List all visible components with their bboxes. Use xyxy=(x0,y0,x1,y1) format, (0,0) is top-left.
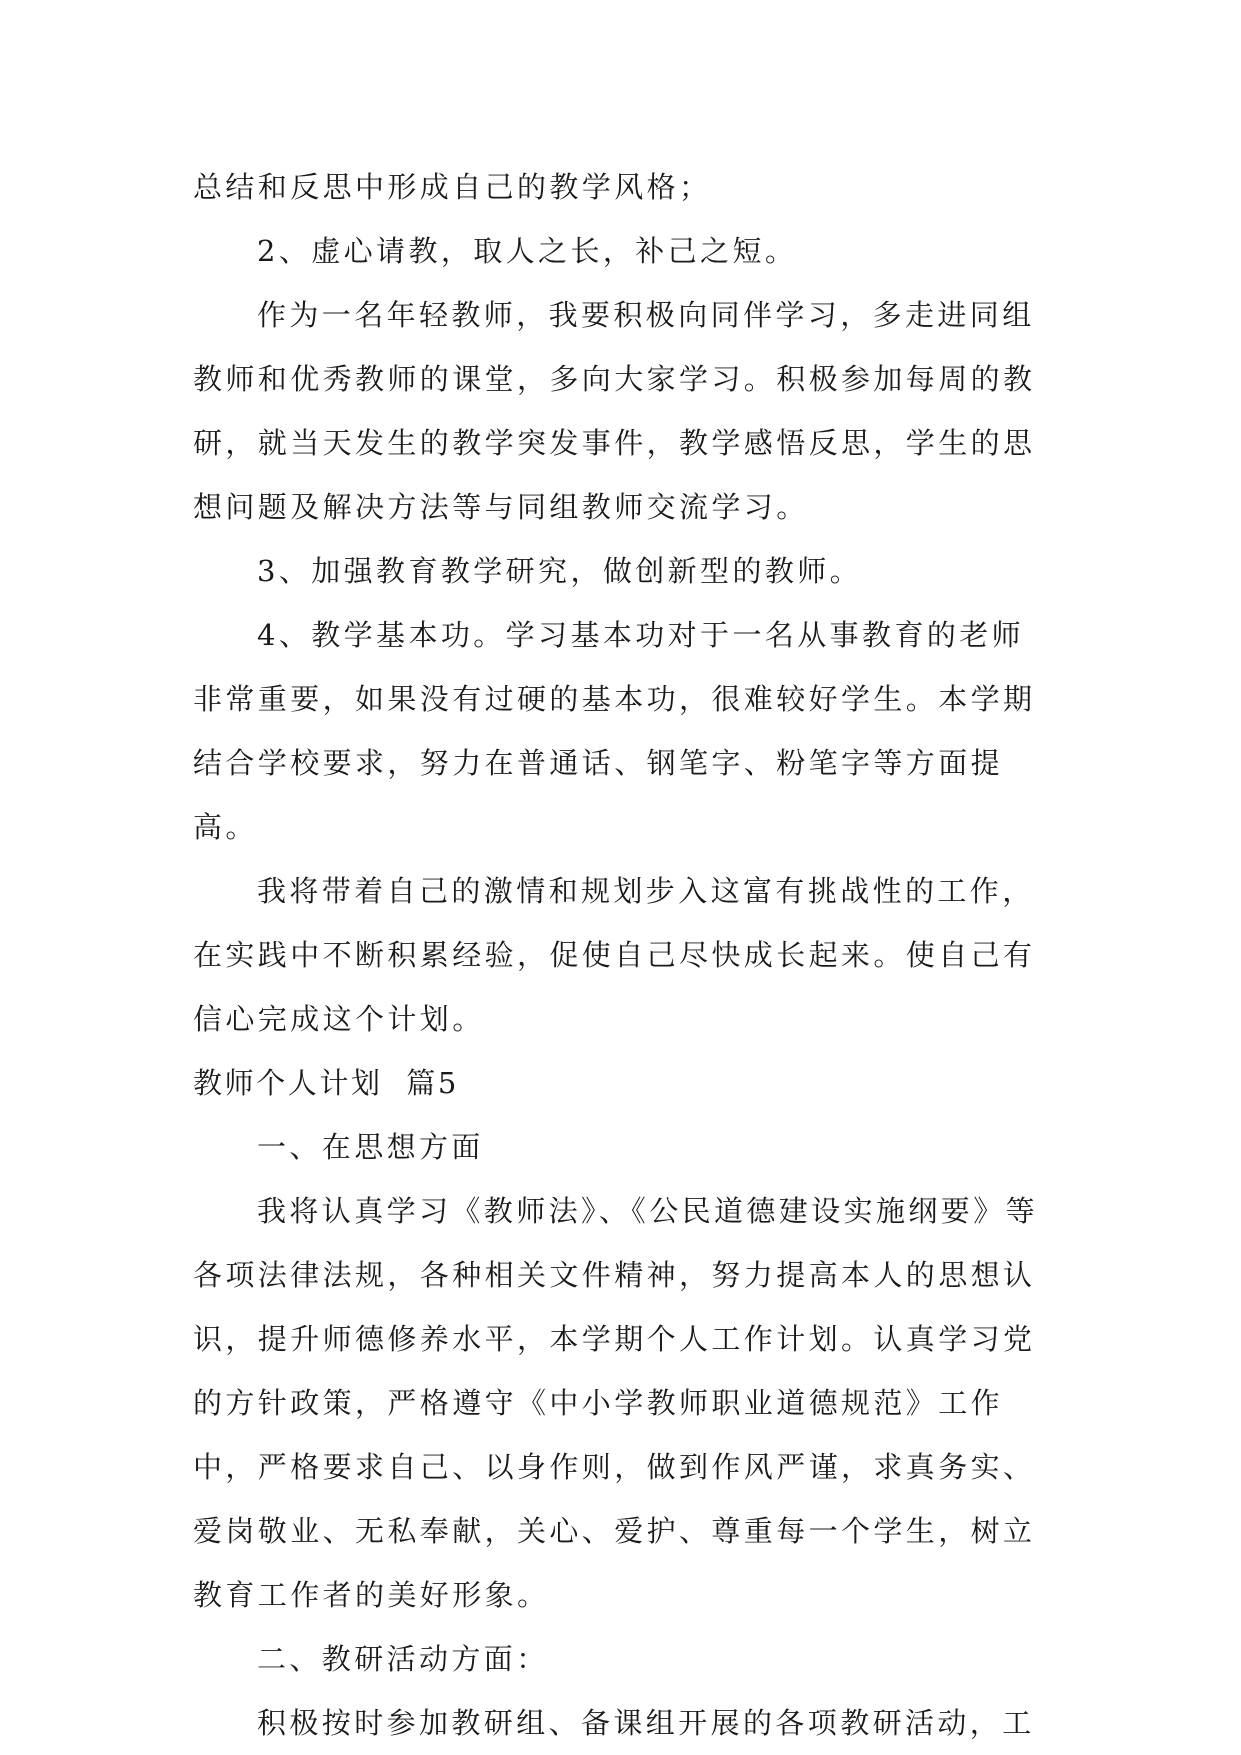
subheading-ideology: 一、在思想方面 xyxy=(257,1130,484,1164)
document-body xyxy=(193,155,1055,1755)
paragraph-teaching-research: 积极按时参加教研组、备课组开展的各项教研活动，工 xyxy=(257,1706,1035,1740)
paragraph-item-4: 4、教学基本功。学习基本功对于一名从事教育的老师非常重要，如果没有过硬的基本功，很难较好学生。本学期结合学校要求，努力在普通话、钢笔字、粉笔字等方面提高。 xyxy=(193,618,1036,844)
paragraph-conclusion: 我将带着自己的激情和规划步入这富有挑战性的工作，在实践中不断积累经验，促使自己尽快成长起来。使自己有信心完成这个计划。 xyxy=(193,874,1036,1036)
paragraph-peer-learning: 作为一名年轻教师，我要积极向同伴学习，多走进同组教师和优秀教师的课堂，多向大家学习。积极参加每周的教研，就当天发生的教学突发事件，教学感悟反思，学生的思想问题及解决方法等与同组教师交流学习。 xyxy=(193,298,1036,524)
paragraph-item-2: 2、虚心请教，取人之长，补己之短。 xyxy=(257,234,798,268)
paragraph-ideology: 我将认真学习《教师法》、《公民道德建设实施纲要》等各项法律法规，各种相关文件精神，努力提高本人的思想认识，提升师德修养水平，本学期个人工作计划。认真学习党的方针政策，严格遵守《中小学教师职业道德规范》工作中，严格要求自己、以身作则，做到作风严谨，求真务实、爱岗敬业、无私奉献，关心、爱护、尊重每一个学生，树立教育工作者的美好形象。 xyxy=(193,1194,1039,1612)
subheading-teaching-research: 二、教研活动方面： xyxy=(257,1642,549,1676)
section-title: 教师个人计划 篇5 xyxy=(193,1066,459,1100)
paragraph-item-3: 3、加强教育教学研究，做创新型的教师。 xyxy=(257,554,863,588)
paragraph-style-summary: 总结和反思中形成自己的教学风格； xyxy=(193,170,712,204)
